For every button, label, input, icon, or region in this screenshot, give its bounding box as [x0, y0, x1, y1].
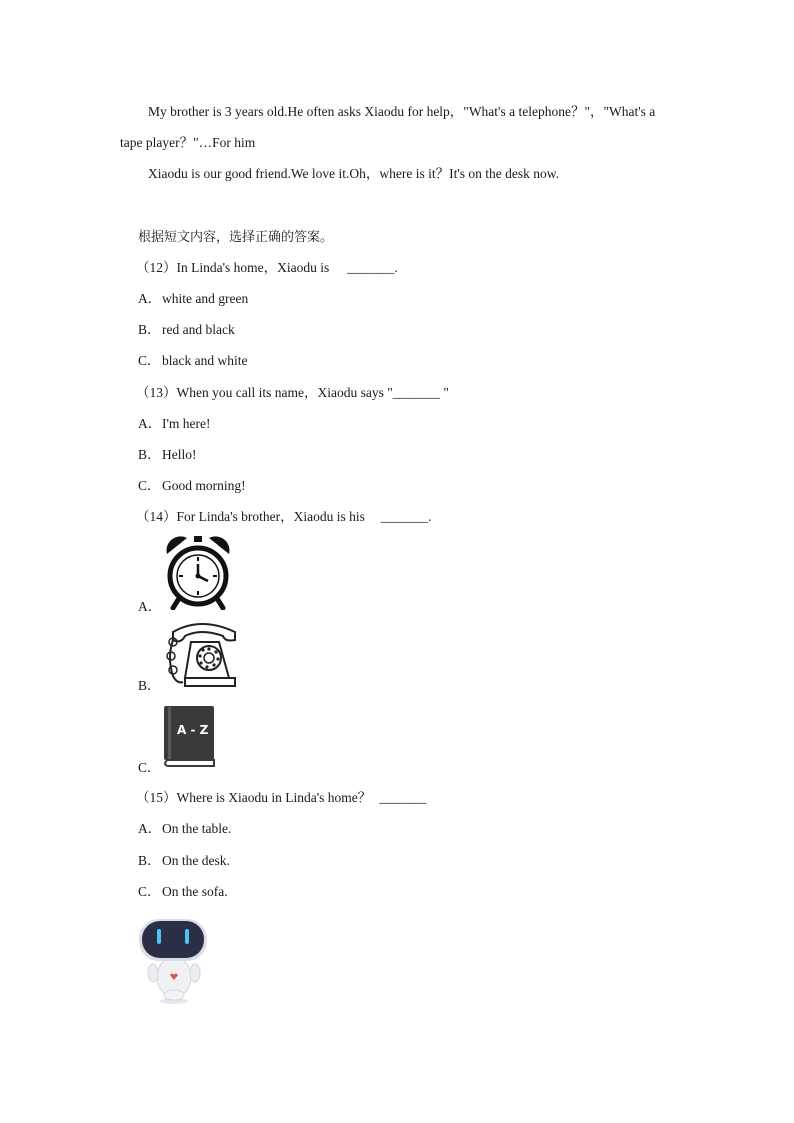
option-14-c-letter: C． — [138, 760, 161, 775]
option-15-c — [138, 883, 228, 901]
option-15-a — [138, 820, 231, 838]
option-letter: A． — [138, 416, 162, 431]
passage-line-2: tape player？"…For him — [120, 135, 256, 150]
question-text: Where is Xiaodu in Linda's home？ — [176, 790, 372, 805]
option-13-c — [138, 477, 246, 495]
passage-line-3: Xiaodu is our good friend.We love it.Oh，where is it？It's on the desk now. — [148, 166, 560, 181]
option-letter: B． — [138, 447, 161, 462]
question-number: （12） — [136, 260, 177, 275]
question-number: （13） — [136, 385, 177, 400]
answer-blank: _______ " — [392, 385, 449, 400]
option-12-b — [138, 321, 235, 339]
option-text: Good morning! — [162, 478, 246, 493]
xiaodu-robot-icon — [136, 915, 210, 1007]
option-13-a — [138, 415, 211, 433]
option-14-b-letter: B． — [138, 678, 161, 693]
option-letter: C． — [138, 478, 161, 493]
option-letter: B． — [138, 853, 161, 868]
telephone-icon — [163, 618, 243, 688]
option-12-a — [138, 290, 248, 308]
option-text: white and green — [162, 291, 249, 306]
question-13 — [136, 384, 449, 402]
option-letter: A． — [138, 821, 162, 836]
option-letter: C． — [138, 353, 161, 368]
question-number: （15） — [136, 790, 177, 805]
option-letter: B． — [138, 322, 161, 337]
option-14-a-letter: A． — [138, 599, 162, 614]
question-14 — [136, 508, 432, 526]
option-letter: C． — [138, 884, 161, 899]
option-text: On the sofa. — [162, 884, 228, 899]
option-text: red and black — [162, 322, 235, 337]
question-text: When you call its name，Xiaodu says " — [176, 385, 393, 400]
question-text: For Linda's brother，Xiaodu is his — [176, 509, 365, 524]
question-text: In Linda's home，Xiaodu is — [176, 260, 330, 275]
option-text: Hello! — [162, 447, 197, 462]
answer-blank: _______. — [380, 509, 432, 524]
option-text: I'm here! — [162, 416, 211, 431]
option-text: On the table. — [162, 821, 232, 836]
option-letter: A． — [138, 291, 162, 306]
passage-line-1: My brother is 3 years old.He often asks Xiaodu for help，"What's a telephone？"，"What's a — [148, 104, 656, 119]
option-12-c — [138, 352, 247, 370]
option-text: black and white — [162, 353, 248, 368]
question-number: （14） — [136, 509, 177, 524]
book-label: A - Z — [177, 723, 209, 737]
option-13-b — [138, 446, 197, 464]
dictionary-book-icon — [163, 705, 215, 767]
option-15-b — [138, 852, 230, 870]
answer-blank: _______. — [347, 260, 398, 275]
option-text: On the desk. — [162, 853, 230, 868]
question-12 — [136, 259, 398, 277]
question-15 — [136, 789, 427, 807]
instruction: 根据短文内容，选择正确的答案。 — [138, 230, 334, 245]
answer-blank: _______ — [379, 790, 427, 805]
alarm-clock-icon — [163, 534, 233, 610]
